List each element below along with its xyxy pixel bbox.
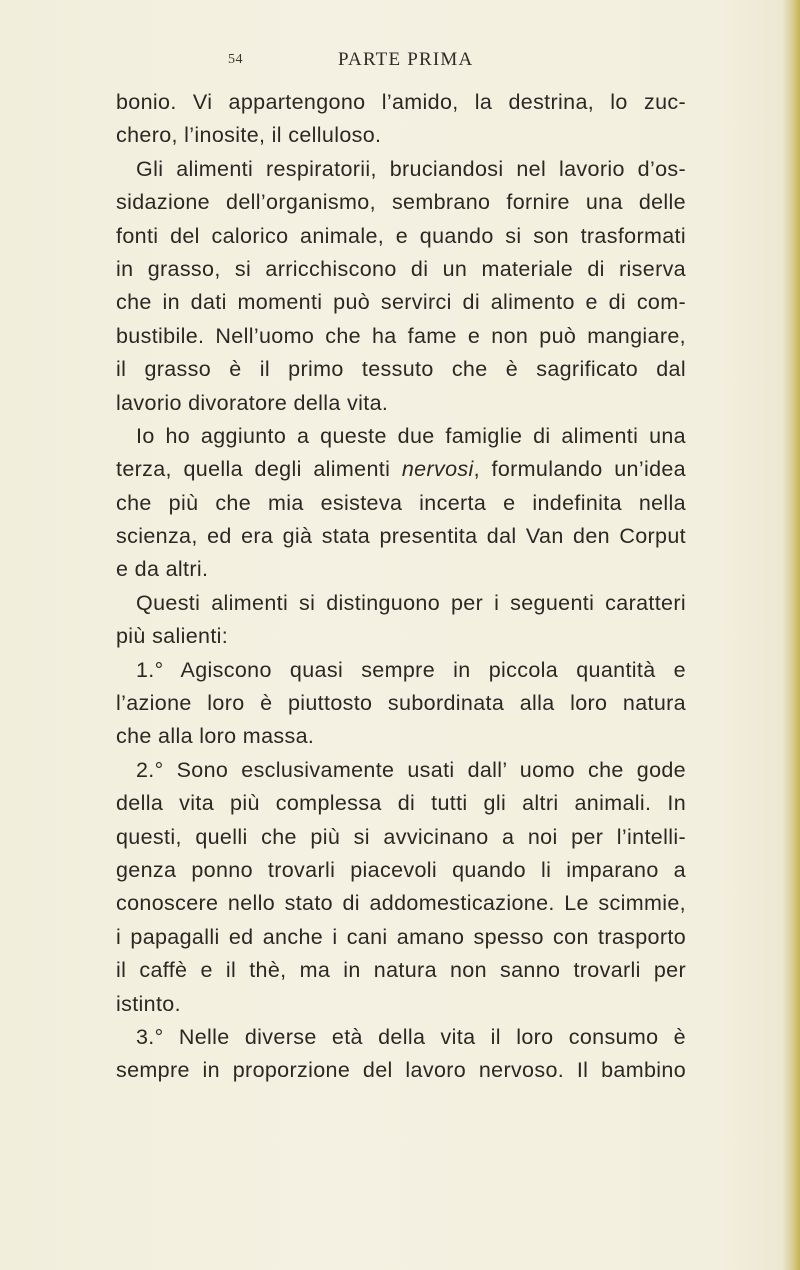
text-line: 3.° Nelle diverse età della vita il loro consumo è <box>136 1024 686 1049</box>
text-line: il grasso è il primo tessuto che è sagrificato dal <box>116 357 686 382</box>
text-line: Gli alimenti respiratorii, bruciandosi nel lavorio d’os- <box>136 156 686 181</box>
text-line: i papagalli ed anche i cani amano spesso con trasporto <box>116 924 686 949</box>
text-line: l’azione loro è piuttosto subordinata alla loro natura <box>116 691 686 716</box>
text-line: che più che mia esisteva incerta e indefinita nella <box>116 490 686 515</box>
text-line: sidazione dell’organismo, sembrano fornire una delle <box>116 190 686 215</box>
text-line: conoscere nello stato di addomesticazione. Le scimmie, <box>116 891 686 916</box>
text-line: genza ponno trovarli piacevoli quando li imparano a <box>116 857 686 882</box>
text-line: bustibile. Nell’uomo che ha fame e non può mangiare, <box>116 323 686 348</box>
emphasis: nervosi <box>401 457 474 482</box>
text-line: sempre in proporzione del lavoro nervoso. Il bambino <box>116 1058 686 1083</box>
body-text <box>116 86 686 1088</box>
text-line: più salienti: <box>116 624 229 649</box>
page-header <box>0 49 800 76</box>
text-line: Questi alimenti si distinguono per i seguenti caratteri <box>136 590 686 615</box>
text-line: terza, quella degli alimenti nervosi, formulando un’idea <box>116 457 686 482</box>
text-line: bonio. Vi appartengono l’amido, la destrina, lo zuc- <box>116 90 686 114</box>
text-line: fonti del calorico animale, e quando si son trasformati <box>116 223 686 248</box>
text-line: 2.° Sono esclusivamente usati dall’ uomo che gode <box>136 757 686 782</box>
running-title: PARTE PRIMA <box>338 49 474 70</box>
text-line: Io ho aggiunto a queste due famiglie di alimenti una <box>136 423 686 448</box>
text-line: il caffè e il thè, ma in natura non sanno trovarli per <box>116 958 686 983</box>
text-line: chero, l’inosite, il celluloso. <box>116 123 382 148</box>
text-line: della vita più complessa di tutti gli altri animali. In <box>116 791 686 816</box>
text-line: istinto. <box>116 991 181 1016</box>
text-line: in grasso, si arricchiscono di un materiale di riserva <box>116 256 686 281</box>
page-edge-shadow <box>782 0 800 1270</box>
text-line: questi, quelli che più si avvicinano a noi per l’intelli- <box>116 824 686 849</box>
text-line: e da altri. <box>116 557 209 582</box>
text-line: 1.° Agiscono quasi sempre in piccola quantità e <box>136 657 686 682</box>
text-line: scienza, ed era già stata presentita dal Van den Corput <box>116 524 686 549</box>
text-line: che in dati momenti può servirci di alimento e di com- <box>116 290 686 315</box>
text-line: lavorio divoratore della vita. <box>116 390 389 415</box>
page-number: 54 <box>228 52 243 67</box>
text-line: che alla loro massa. <box>116 724 315 749</box>
